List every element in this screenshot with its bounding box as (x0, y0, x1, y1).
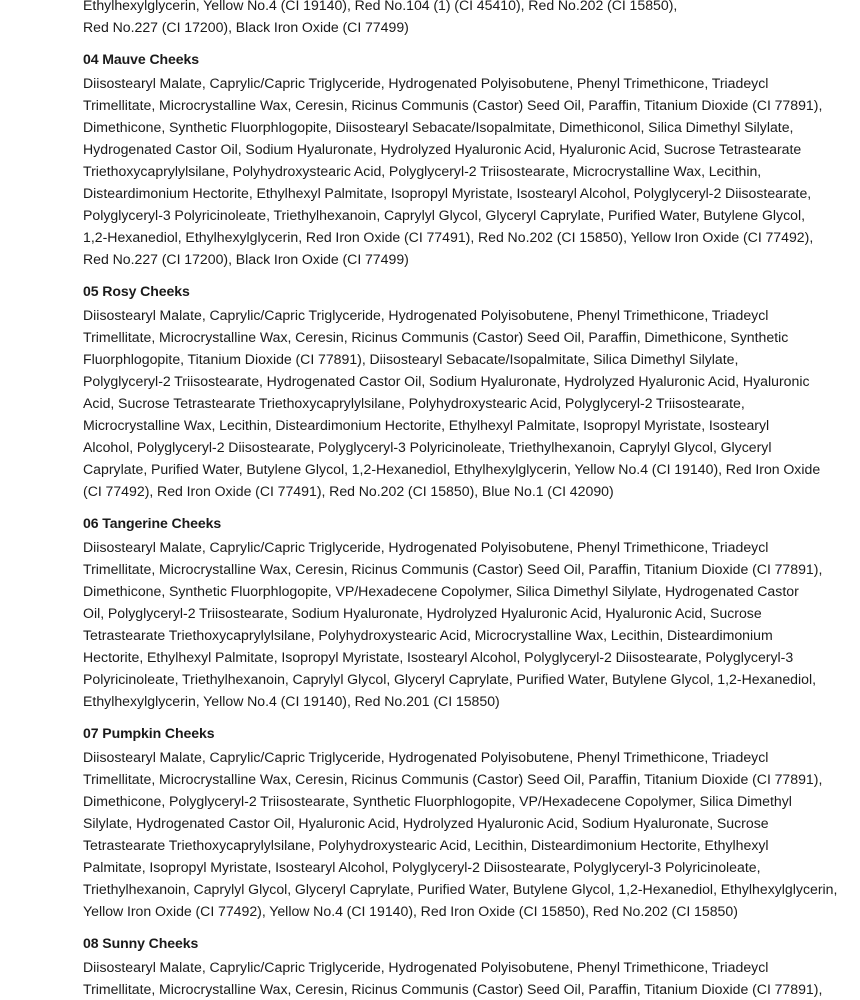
ingredients-document (83, 0, 838, 1000)
section-sunny-cheeks (83, 932, 783, 954)
text-line: Tetrastearate Triethoxycaprylylsilane, Polyhydroxystearic Acid, Lecithin, Disteardimonium Hectorite, Ethylhexyl (83, 837, 769, 853)
text-line: (CI 77492), Red Iron Oxide (CI 77491), Red No.202 (CI 15850), Blue No.1 (CI 42090) (83, 483, 614, 499)
text-line: Dimethicone, Synthetic Fluorphlogopite, Diisostearyl Sebacate/Isopalmitate, Dimethiconol, Silica Dimethyl Silylate, (83, 119, 794, 135)
section-title: 07 Pumpkin Cheeks (83, 725, 215, 741)
text-line: Disteardimonium Hectorite, Ethylhexyl Palmitate, Isopropyl Myristate, Isostearyl Alcohol, Polyglyceryl-2 Diisostearate, (83, 185, 812, 201)
text-line: Trimellitate, Microcrystalline Wax, Ceresin, Ricinus Communis (Castor) Seed Oil, Paraffin, Dimethicone, Synthetic (83, 329, 789, 345)
ingredient-list (83, 746, 838, 922)
section-title: 05 Rosy Cheeks (83, 283, 190, 299)
text-line: Acid, Sucrose Tetrastearate Triethoxycaprylylsilane, Polyhydroxystearic Acid, Polyglyceryl-2 Triisostearate, (83, 395, 745, 411)
section-title: 04 Mauve Cheeks (83, 51, 200, 67)
text-line: Microcrystalline Wax, Lecithin, Disteardimonium Hectorite, Ethylhexyl Palmitate, Isopropyl Myristate, Isostearyl (83, 417, 770, 433)
ingredient-list (83, 536, 823, 712)
text-line: 1,2-Hexanediol, Ethylhexylglycerin, Red Iron Oxide (CI 77491), Red No.202 (CI 15850), Yellow Iron Oxide (CI 77492), (83, 229, 814, 245)
text-line: Ethylhexylglycerin, Yellow No.4 (CI 19140), Red No.201 (CI 15850) (83, 693, 500, 709)
section-mauve-cheeks (83, 48, 783, 70)
text-line: Diisostearyl Malate, Caprylic/Capric Triglyceride, Hydrogenated Polyisobutene, Phenyl Trimethicone, Triadeycl (83, 539, 769, 555)
text-line: Ethylhexylglycerin, Yellow No.4 (CI 19140), Red No.104 (1) (CI 45410), Red No.202 (CI 15850), (83, 0, 678, 13)
text-line: Fluorphlogopite, Titanium Dioxide (CI 77891), Diisostearyl Sebacate/Isopalmitate, Silica Dimethyl Silylate, (83, 351, 739, 367)
text-line: Triethylhexanoin, Caprylyl Glycol, Glyceryl Caprylate, Purified Water, Butylene Glycol, 1,2-Hexanediol, Ethylhexylglycerin, (83, 881, 838, 897)
section-tangerine-cheeks (83, 512, 783, 534)
text-line: Tetrastearate Triethoxycaprylylsilane, Polyhydroxystearic Acid, Microcrystalline Wax, Lecithin, Disteardimonium (83, 627, 773, 643)
text-line: Oil, Polyglyceryl-2 Triisostearate, Sodium Hyaluronate, Hydrolyzed Hyaluronic Acid, Hyaluronic Acid, Sucrose (83, 605, 762, 621)
section-pumpkin-cheeks (83, 722, 783, 744)
text-line: Trimellitate, Microcrystalline Wax, Ceresin, Ricinus Communis (Castor) Seed Oil, Paraffin, Titanium Dioxide (CI 77891), (83, 561, 823, 577)
text-line: Trimellitate, Microcrystalline Wax, Ceresin, Ricinus Communis (Castor) Seed Oil, Paraffin, Titanium Dioxide (CI 77891), (83, 981, 823, 997)
ingredient-list (83, 304, 821, 502)
text-line: Polyricinoleate, Triethylhexanoin, Caprylyl Glycol, Glyceryl Caprylate, Purified Water, Butylene Glycol, 1,2-Hexanediol, (83, 671, 817, 687)
text-line: Hectorite, Ethylhexyl Palmitate, Isopropyl Myristate, Isostearyl Alcohol, Polyglyceryl-2 Diisostearate, Polyglyceryl-3 (83, 649, 794, 665)
section-rosy-cheeks (83, 280, 783, 302)
text-line: Polyglyceryl-2 Triisostearate, Hydrogenated Castor Oil, Sodium Hyaluronate, Hydrolyzed Hyaluronic Acid, Hyaluronic (83, 373, 810, 389)
section-title: 08 Sunny Cheeks (83, 935, 199, 951)
text-line: Yellow Iron Oxide (CI 77492), Yellow No.4 (CI 19140), Red Iron Oxide (CI 15850), Red No.202 (CI 15850) (83, 903, 738, 919)
ingredient-list (83, 72, 823, 270)
ingredient-list (83, 956, 823, 1000)
text-line: Dimethicone, Synthetic Fluorphlogopite, VP/Hexadecene Copolymer, Silica Dimethyl Silylate, Hydrogenated Castor (83, 583, 799, 599)
text-line: Dimethicone, Polyglyceryl-2 Triisostearate, Synthetic Fluorphlogopite, VP/Hexadecene Copolymer, Silica Dimethyl (83, 793, 792, 809)
text-line: Silylate, Hydrogenated Castor Oil, Hyaluronic Acid, Hydrolyzed Hyaluronic Acid, Sodium Hyaluronate, Sucrose (83, 815, 769, 831)
text-line: Diisostearyl Malate, Caprylic/Capric Triglyceride, Hydrogenated Polyisobutene, Phenyl Trimethicone, Triadeycl (83, 959, 769, 975)
text-line: Diisostearyl Malate, Caprylic/Capric Triglyceride, Hydrogenated Polyisobutene, Phenyl Trimethicone, Triadeycl (83, 75, 769, 91)
text-line: Red No.227 (CI 17200), Black Iron Oxide (CI 77499) (83, 19, 409, 35)
section-title: 06 Tangerine Cheeks (83, 515, 222, 531)
text-line: Red No.227 (CI 17200), Black Iron Oxide (CI 77499) (83, 251, 409, 267)
text-line: Triethoxycaprylylsilane, Polyhydroxystearic Acid, Polyglyceryl-2 Triisostearate, Microcrystalline Wax, Lecithin, (83, 163, 762, 179)
intro-tail-paragraph (83, 0, 783, 38)
text-line: Alcohol, Polyglyceryl-2 Diisostearate, Polyglyceryl-3 Polyricinoleate, Triethylhexanoin, Caprylyl Glycol, Glyceryl (83, 439, 772, 455)
text-line: Trimellitate, Microcrystalline Wax, Ceresin, Ricinus Communis (Castor) Seed Oil, Paraffin, Titanium Dioxide (CI 77891), (83, 97, 823, 113)
text-line: Diisostearyl Malate, Caprylic/Capric Triglyceride, Hydrogenated Polyisobutene, Phenyl Trimethicone, Triadeycl (83, 307, 769, 323)
text-line: Palmitate, Isopropyl Myristate, Isostearyl Alcohol, Polyglyceryl-2 Diisostearate, Polyglyceryl-3 Polyricinoleate, (83, 859, 761, 875)
text-line: Diisostearyl Malate, Caprylic/Capric Triglyceride, Hydrogenated Polyisobutene, Phenyl Trimethicone, Triadeycl (83, 749, 769, 765)
text-line: Caprylate, Purified Water, Butylene Glycol, 1,2-Hexanediol, Ethylhexylglycerin, Yellow No.4 (CI 19140), Red Iron Oxide (83, 461, 821, 477)
text-line: Polyglyceryl-3 Polyricinoleate, Triethylhexanoin, Caprylyl Glycol, Glyceryl Caprylate, Purified Water, Butylene Glycol, (83, 207, 806, 223)
text-line: Hydrogenated Castor Oil, Sodium Hyaluronate, Hydrolyzed Hyaluronic Acid, Hyaluronic Acid, Sucrose Tetrastearate (83, 141, 802, 157)
text-line: Trimellitate, Microcrystalline Wax, Ceresin, Ricinus Communis (Castor) Seed Oil, Paraffin, Titanium Dioxide (CI 77891), (83, 771, 823, 787)
